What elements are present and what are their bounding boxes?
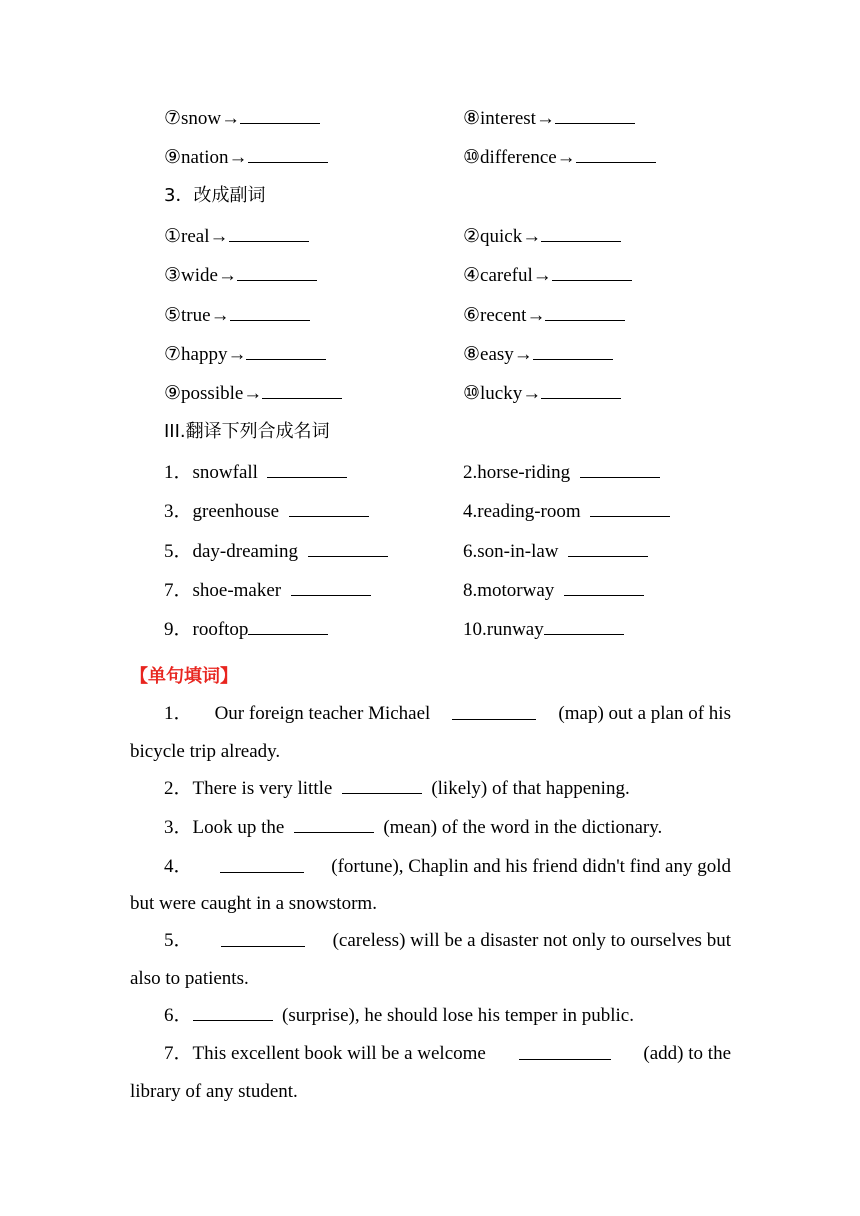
answer-blank[interactable]: [248, 617, 328, 635]
answer-blank[interactable]: [229, 224, 309, 242]
compound-item-2: 2.horse-riding: [463, 460, 660, 485]
answer-blank[interactable]: [289, 499, 369, 517]
adverb-item-3: ③wide→: [164, 263, 317, 288]
adverb-section-title: 3．改成副词: [164, 185, 266, 206]
compound-item-10: 10.runway: [463, 617, 624, 642]
compound-item-6: 6.son-in-law: [463, 539, 648, 564]
answer-blank[interactable]: [544, 617, 624, 635]
compound-item-5: 5．day-dreaming: [164, 539, 388, 564]
answer-blank[interactable]: [248, 145, 328, 163]
answer-blank[interactable]: [240, 106, 320, 124]
adverb-item-4: ④careful→: [463, 263, 632, 288]
answer-blank[interactable]: [533, 342, 613, 360]
adverb-item-7: ⑦happy→: [164, 342, 326, 367]
answer-blank[interactable]: [262, 381, 342, 399]
sentence-7-line-2: library of any student.: [130, 1081, 298, 1102]
answer-blank[interactable]: [452, 702, 536, 720]
sentence-text: (add) to the: [643, 1043, 731, 1064]
sentence-text: Our foreign teacher Michael: [214, 703, 431, 724]
compound-item-8: 8.motorway: [463, 578, 644, 603]
adverb-item-10: ⑩lucky→: [463, 381, 621, 406]
answer-blank[interactable]: [552, 263, 632, 281]
answer-blank[interactable]: [541, 224, 621, 242]
answer-blank[interactable]: [267, 460, 347, 478]
noun-item-9: ⑨nation→: [164, 145, 328, 170]
answer-blank[interactable]: [246, 342, 326, 360]
compound-item-3: 3．greenhouse: [164, 499, 369, 524]
sentence-1-line-2: bicycle trip already.: [130, 741, 281, 762]
noun-item-10: ⑩difference→: [463, 145, 656, 170]
answer-blank[interactable]: [342, 776, 422, 794]
adverb-item-2: ②quick→: [463, 224, 621, 249]
sentence-text: (fortune), Chaplin and his friend didn't find any gold: [331, 856, 731, 877]
compound-section-title: III.翻译下列合成名词: [164, 421, 330, 442]
compound-item-9: 9．rooftop: [164, 617, 328, 642]
adverb-item-5: ⑤true→: [164, 303, 310, 328]
sentence-text: 7．This excellent book will be a welcome: [164, 1043, 486, 1064]
sentence-7-line-1: [164, 1042, 731, 1066]
sentence-number: 1．: [164, 703, 193, 724]
compound-item-7: 7．shoe-maker: [164, 578, 371, 603]
answer-blank[interactable]: [564, 578, 644, 596]
answer-blank[interactable]: [519, 1042, 611, 1060]
answer-blank[interactable]: [230, 303, 310, 321]
answer-blank[interactable]: [221, 929, 305, 947]
answer-blank[interactable]: [545, 303, 625, 321]
answer-blank[interactable]: [193, 1003, 273, 1021]
answer-blank[interactable]: [555, 106, 635, 124]
sentence-5-line-2: also to patients.: [130, 968, 249, 989]
adverb-item-9: ⑨possible→: [164, 381, 342, 406]
adverb-item-6: ⑥recent→: [463, 303, 625, 328]
sentence-text: (map) out a plan of his: [558, 703, 731, 724]
answer-blank[interactable]: [568, 539, 648, 557]
answer-blank[interactable]: [580, 460, 660, 478]
section-heading: 【单句填词】: [130, 666, 238, 687]
answer-blank[interactable]: [308, 539, 388, 557]
sentence-4-line-1: [164, 855, 731, 879]
noun-item-7: ⑦snow→: [164, 106, 320, 131]
adverb-item-1: ①real→: [164, 224, 309, 249]
answer-blank[interactable]: [294, 815, 374, 833]
noun-item-8: ⑧interest→: [463, 106, 635, 131]
compound-item-4: 4.reading-room: [463, 499, 670, 524]
answer-blank[interactable]: [590, 499, 670, 517]
answer-blank[interactable]: [237, 263, 317, 281]
sentence-4-line-2: but were caught in a snowstorm.: [130, 893, 377, 914]
answer-blank[interactable]: [291, 578, 371, 596]
sentence-text: (careless) will be a disaster not only to ourselves but: [332, 930, 731, 951]
adverb-item-8: ⑧easy→: [463, 342, 613, 367]
sentence-6: 6． (surprise), he should lose his temper in public.: [164, 1005, 634, 1026]
sentence-number: 4．: [164, 856, 193, 877]
answer-blank[interactable]: [220, 855, 304, 873]
answer-blank[interactable]: [541, 381, 621, 399]
answer-blank[interactable]: [576, 145, 656, 163]
sentence-1-line-1: [164, 702, 731, 726]
sentence-3: 3．Look up the (mean) of the word in the dictionary.: [164, 817, 663, 838]
sentence-2: 2．There is very little (likely) of that happening.: [164, 778, 630, 799]
sentence-5-line-1: [164, 929, 731, 953]
compound-item-1: 1．snowfall: [164, 460, 347, 485]
sentence-number: 5．: [164, 930, 193, 951]
